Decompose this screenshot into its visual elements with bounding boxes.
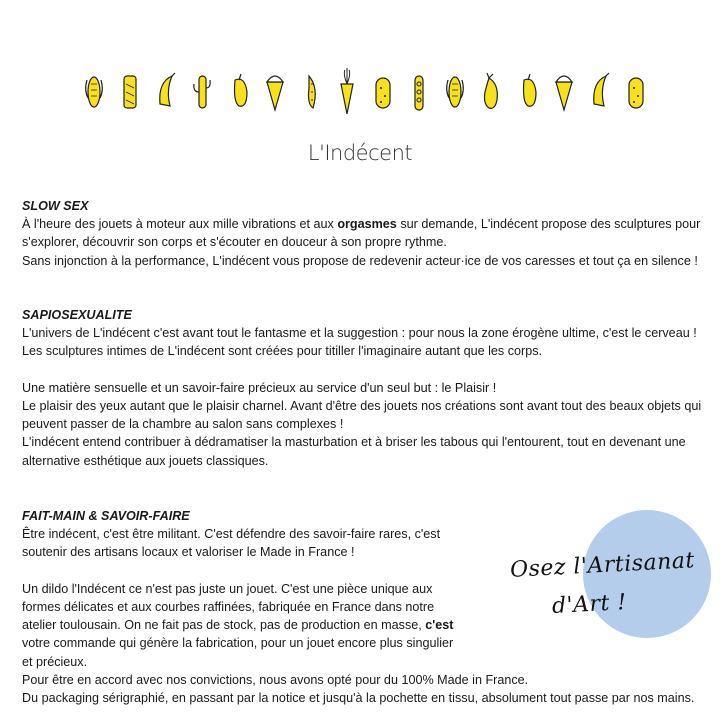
section-heading: SAPIOSEXUALITE — [22, 308, 132, 322]
text-span: Un dildo l'Indécent ce n'est pas juste un jouet. C'est une pièce unique aux formes délicates et aux courbes raffinées, fabriquée en France dans notre atelier toulousain. On ne fait pas de stock, pas de production en masse, — [22, 581, 435, 633]
script-slogan-line-1: Osez l'Artisanat — [509, 548, 696, 583]
script-slogan-line-2: d'Art ! — [551, 590, 628, 619]
paragraph: Le plaisir des yeux autant que le plaisir charnel. Avant d'être des jouets nos créations sont avant tout des beaux objets qui peuvent passer de la chambre au salon sans complexes ! — [22, 399, 702, 432]
ice-cream-icon — [263, 68, 287, 114]
cactus-icon — [190, 68, 214, 114]
text-span: votre commande qui génère la fabrication, pour un jouet encore plus singulier et précieux. — [22, 636, 454, 669]
banana-icon — [588, 68, 612, 114]
decorative-icon-row — [82, 68, 648, 114]
pickle-icon — [624, 68, 648, 114]
text-span: sur demande, L'indécent propose des sculptures pour s'explorer, découvrir son corps et s'écouter en douceur à son propre rythme. — [22, 217, 701, 250]
bread-icon — [118, 68, 142, 114]
paragraph — [22, 580, 467, 671]
paragraph: Du packaging sérigraphié, en passant par la notice et jusqu'à la pochette en tissu, absolument tout passe par nos mains. — [22, 691, 695, 706]
paragraph: L'univers de L'indécent c'est avant tout le fantasme et la suggestion : pour nous la zone érogène ultime, c'est le cerveau ! — [22, 326, 697, 341]
pickle-icon — [371, 68, 395, 114]
brand-title: L'Indécent — [307, 141, 413, 165]
ice-cream-icon — [552, 68, 576, 114]
paragraph — [22, 215, 712, 251]
carrot-icon — [335, 68, 359, 114]
bold-text: c'est — [425, 618, 454, 633]
eggplant-icon — [479, 68, 503, 114]
banana-icon — [154, 68, 178, 114]
paragraph: Une matière sensuelle et un savoir-faire précieux au service d'un seul but : le Plaisir ! — [22, 380, 497, 395]
corn-icon — [82, 68, 106, 114]
pepper-icon — [516, 68, 540, 114]
corn-icon — [443, 68, 467, 114]
bold-text: orgasmes — [337, 217, 397, 232]
paragraph: Être indécent, c'est être militant. C'est défendre des savoir-faire rares, c'est soutenir des artisans locaux et valoriser le Made in France ! — [22, 527, 441, 560]
section-heading: SLOW SEX — [22, 199, 89, 213]
pepper-icon — [227, 68, 251, 114]
text-span: À l'heure des jouets à moteur aux mille vibrations et aux — [22, 217, 338, 232]
paragraph: Pour être en accord avec nos convictions, nous avons opté pour du 100% Made in France. — [22, 672, 529, 687]
section-slow-sex — [22, 197, 712, 270]
section-sapiosexualite — [22, 306, 712, 470]
pea-pod-icon — [407, 68, 431, 114]
paragraph: L'indécent entend contribuer à dédramatiser la masturbation et à briser les tabous qui l'entourent, tout en devenant une alternative esthétique aux jouets classiques. — [22, 435, 686, 468]
paragraph: Les sculptures intimes de L'indécent sont créées pour titiller l'imaginaire autant que les corps. — [22, 344, 543, 359]
section-heading: FAIT-MAIN & SAVOIR-FAIRE — [22, 509, 190, 523]
paragraph: Sans injonction à la performance, L'indécent vous propose de redevenir acteur·ice de vos caresses et tout ça en silence ! — [22, 253, 698, 268]
cucumber-icon — [299, 68, 323, 114]
